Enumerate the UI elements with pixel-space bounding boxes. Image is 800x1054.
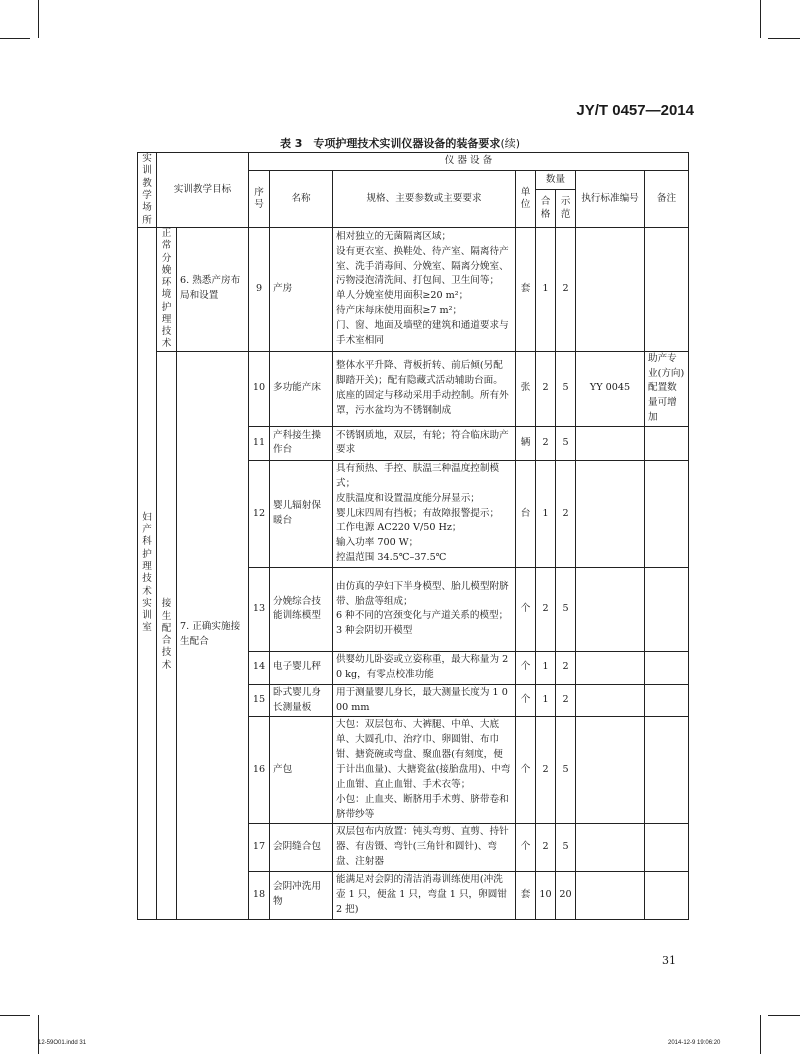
seq-cell: 14 <box>249 651 270 684</box>
spec-cell <box>333 824 516 872</box>
seq-cell: 15 <box>249 684 270 717</box>
header-name: 名称 <box>270 171 333 228</box>
spec-line: 控温范围 34.5℃–37.5℃ <box>336 552 447 564</box>
unit-cell: 个 <box>516 824 536 872</box>
spec-line: 门、窗、地面及墙壁的建筑和通道要求与手术室相同 <box>336 320 509 346</box>
header-spec: 规格、主要参数或主要要求 <box>333 171 516 228</box>
spec-cell <box>333 351 516 426</box>
demo-cell: 5 <box>556 351 576 426</box>
qualified-cell: 1 <box>536 651 556 684</box>
header-site: 实训教学场所 <box>138 153 157 228</box>
spec-cell <box>333 684 516 717</box>
remark-cell <box>645 567 689 651</box>
header-row <box>138 153 689 171</box>
demo-cell: 2 <box>556 228 576 352</box>
crop-mark <box>768 1015 800 1016</box>
spec-line: 整体水平升降、背板折转、前后倾(另配脚踏开关)；配有隐藏式活动辅助台面。底座的固定与移动采用手动控制。所有外罩，污水盆均为不锈钢制成 <box>336 360 509 416</box>
remark-cell <box>645 717 689 824</box>
table-title <box>0 135 800 151</box>
header-demo: 示范 <box>556 190 576 228</box>
spec-line: 婴儿床四周有挡板；有故障报警提示； <box>336 507 500 519</box>
standard-cell <box>576 460 645 567</box>
seq-cell: 12 <box>249 460 270 567</box>
unit-cell: 台 <box>516 460 536 567</box>
print-timestamp: 2014-12-9 19:06:20 <box>668 1040 721 1046</box>
standard-cell <box>576 824 645 872</box>
category-label <box>157 351 177 919</box>
standard-cell <box>576 717 645 824</box>
standard-cell <box>576 426 645 460</box>
remark-cell <box>645 824 689 872</box>
name-cell: 产科接生操作台 <box>270 426 333 460</box>
demo-cell: 5 <box>556 717 576 824</box>
name-cell: 会阴缝合包 <box>270 824 333 872</box>
unit-cell: 套 <box>516 228 536 352</box>
header-remark: 备注 <box>645 171 689 228</box>
spec-line: 由仿真的孕妇下半身模型、胎儿模型附脐带、胎盘等组成； <box>336 580 509 607</box>
qualified-cell: 2 <box>536 426 556 460</box>
spec-cell <box>333 567 516 651</box>
table-title-text: 表 3 专项护理技术实训仪器设备的装备要求 <box>279 137 501 150</box>
demo-cell: 5 <box>556 426 576 460</box>
crop-mark <box>38 0 39 38</box>
goal-text: 7. 正确实施接生配合 <box>177 351 249 919</box>
site-label <box>138 228 157 920</box>
demo-cell: 2 <box>556 684 576 717</box>
name-cell: 婴儿辐射保暖台 <box>270 460 333 567</box>
spec-line: 供婴幼儿卧姿或立姿称重，最大称量为 20 kg，有零点校准功能 <box>336 653 509 680</box>
standard-cell <box>576 651 645 684</box>
category-label-text: 正常分娩环境护理技术 <box>161 228 172 350</box>
header-seq: 序号 <box>249 171 270 228</box>
unit-cell: 个 <box>516 684 536 717</box>
unit-cell: 套 <box>516 872 536 920</box>
standard-cell <box>576 872 645 920</box>
qualified-cell: 2 <box>536 351 556 426</box>
spec-cell <box>333 651 516 684</box>
demo-cell: 20 <box>556 872 576 920</box>
spec-cell <box>333 426 516 460</box>
spec-line: 不锈钢质地，双层，有轮；符合临床助产要求 <box>336 429 509 456</box>
file-info: 12-59O01.indd 31 <box>38 1040 87 1046</box>
demo-cell: 5 <box>556 824 576 872</box>
name-cell: 产包 <box>270 717 333 824</box>
header-equipment: 仪 器 设 备 <box>249 153 689 171</box>
seq-cell: 11 <box>249 426 270 460</box>
equipment-table <box>137 152 689 920</box>
header-unit: 单位 <box>516 171 536 228</box>
spec-line: 双层包布内放置：钝头弯剪、直剪、持针器、有齿镊、弯针(三角针和圆针)、弯盘、注射器 <box>336 826 509 868</box>
spec-cell <box>333 460 516 567</box>
remark-cell <box>645 684 689 717</box>
spec-line: 用于测量婴儿身长，最大测量长度为 1 000 mm <box>336 686 508 713</box>
seq-cell: 17 <box>249 824 270 872</box>
standard-cell <box>576 684 645 717</box>
spec-line: 6 种不同的宫颈变化与产道关系的模型； <box>336 610 509 622</box>
spec-line: 单人分娩室使用面积≥20 m²； <box>336 290 469 302</box>
category-label-text: 接生配合技术 <box>161 598 172 671</box>
site-label-text: 妇产科护理技术实训室 <box>142 511 152 634</box>
qualified-cell: 2 <box>536 717 556 824</box>
qualified-cell: 1 <box>536 684 556 717</box>
table-row <box>138 351 689 426</box>
name-cell: 多功能产床 <box>270 351 333 426</box>
spec-line: 小包：止血夹、断脐用手术剪、脐带卷和脐带纱等 <box>336 793 509 820</box>
remark-cell <box>645 872 689 920</box>
remark-cell <box>645 228 689 352</box>
spec-line: 具有预热、手控、肤温三种温度控制模式； <box>336 462 500 489</box>
unit-cell: 个 <box>516 651 536 684</box>
spec-cell <box>333 717 516 824</box>
category-label <box>157 228 177 352</box>
name-cell: 会阴冲洗用物 <box>270 872 333 920</box>
demo-cell: 2 <box>556 651 576 684</box>
demo-cell: 2 <box>556 460 576 567</box>
spec-line: 设有更衣室、换鞋处、待产室、隔离待产室、洗手消毒间、分娩室、隔离分娩室、污物浸泡清洗间、打包间、卫生间等； <box>336 245 509 287</box>
goal-text: 6. 熟悉产房布局和设置 <box>177 228 249 352</box>
qualified-cell: 10 <box>536 872 556 920</box>
spec-line: 大包：双层包布、大裤腿、中单、大底单、大圆孔巾、治疗巾、卵圆钳、布巾钳、搪瓷碗或弯盘、聚血器(有刻度，便于计出血量)、大搪瓷盆(接胎盘用)、中弯止血钳、直止血钳、手术衣等； <box>336 719 511 790</box>
demo-cell: 5 <box>556 567 576 651</box>
seq-cell: 13 <box>249 567 270 651</box>
crop-mark <box>38 1015 39 1054</box>
remark-cell <box>645 651 689 684</box>
header-standard: 执行标准编号 <box>576 171 645 228</box>
spec-line: 输入功率 700 W； <box>336 537 419 549</box>
unit-cell: 个 <box>516 717 536 824</box>
qualified-cell: 2 <box>536 567 556 651</box>
unit-cell: 个 <box>516 567 536 651</box>
table-continued: (续) <box>500 137 521 150</box>
unit-cell: 辆 <box>516 426 536 460</box>
standard-cell <box>576 228 645 352</box>
standard-cell <box>576 567 645 651</box>
standard-cell: YY 0045 <box>576 351 645 426</box>
seq-cell: 18 <box>249 872 270 920</box>
seq-cell: 16 <box>249 717 270 824</box>
crop-mark <box>760 1015 761 1054</box>
crop-mark <box>760 0 761 38</box>
spec-line: 工作电源 AC220 V/50 Hz； <box>336 522 462 534</box>
table-row <box>138 228 689 352</box>
remark-cell <box>645 426 689 460</box>
header-goal: 实训教学目标 <box>157 153 249 228</box>
spec-line: 待产床每床使用面积≥7 m²； <box>336 305 463 317</box>
header-quantity: 数量 <box>536 171 576 190</box>
name-cell: 分娩综合技能训练模型 <box>270 567 333 651</box>
name-cell: 产房 <box>270 228 333 352</box>
spec-line: 3 种会阴切开模型 <box>336 625 413 637</box>
spec-line: 皮肤温度和设置温度能分屏显示； <box>336 492 480 504</box>
page-number: 31 <box>662 954 676 967</box>
remark-cell <box>645 460 689 567</box>
seq-cell: 9 <box>249 228 270 352</box>
spec-cell <box>333 228 516 352</box>
seq-cell: 10 <box>249 351 270 426</box>
spec-cell <box>333 872 516 920</box>
name-cell: 卧式婴儿身长测量板 <box>270 684 333 717</box>
standard-code: JY/T 0457—2014 <box>576 102 694 119</box>
crop-mark <box>768 38 800 39</box>
qualified-cell: 1 <box>536 228 556 352</box>
crop-mark <box>0 1015 30 1016</box>
header-qualified: 合格 <box>536 190 556 228</box>
qualified-cell: 2 <box>536 824 556 872</box>
spec-line: 能满足对会阴的清洁消毒训练使用(冲洗壶 1 只，便盆 1 只，弯盘 1 只，卵圆钳 2 把) <box>336 874 507 915</box>
spec-line: 相对独立的无菌隔离区域； <box>336 230 452 242</box>
qualified-cell: 1 <box>536 460 556 567</box>
crop-mark <box>0 38 30 39</box>
unit-cell: 张 <box>516 351 536 426</box>
remark-cell: 助产专业(方向)配置数量可增加 <box>645 351 689 426</box>
name-cell: 电子婴儿秤 <box>270 651 333 684</box>
